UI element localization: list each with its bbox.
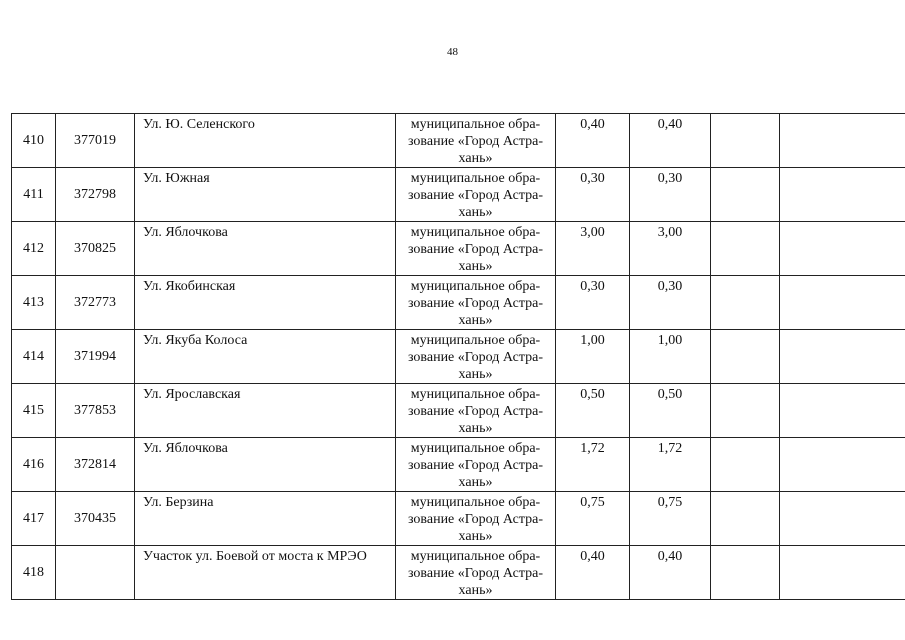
empty-cell	[780, 222, 905, 276]
row-number: 415	[12, 384, 56, 438]
page-number: 48	[447, 46, 458, 58]
owner-line: зование «Город Астра-	[407, 134, 543, 149]
length-value-2: 3,00	[630, 222, 711, 276]
empty-cell	[711, 384, 780, 438]
length-value: 0,40	[556, 114, 630, 168]
owner-line: зование «Город Астра-	[407, 404, 543, 419]
owner-line: зование «Город Астра-	[407, 566, 543, 581]
length-value: 0,50	[556, 384, 630, 438]
row-number: 418	[12, 546, 56, 600]
row-number: 416	[12, 438, 56, 492]
road-code: 372814	[56, 438, 135, 492]
owner-line: хань»	[458, 151, 493, 166]
roads-table	[11, 113, 905, 600]
owner-cell	[396, 330, 556, 384]
length-value-2: 0,40	[630, 546, 711, 600]
empty-cell	[780, 168, 905, 222]
empty-cell	[780, 276, 905, 330]
owner-line: хань»	[458, 205, 493, 220]
owner-line: зование «Город Астра-	[407, 188, 543, 203]
road-code: 377853	[56, 384, 135, 438]
length-value-2: 1,00	[630, 330, 711, 384]
empty-cell	[780, 114, 905, 168]
owner-cell	[396, 438, 556, 492]
length-value: 1,72	[556, 438, 630, 492]
owner-line: муниципальное обра-	[410, 225, 541, 240]
owner-cell	[396, 114, 556, 168]
owner-line: муниципальное обра-	[410, 279, 541, 294]
road-name: Ул. Ю. Селенского	[135, 114, 396, 168]
table-row	[12, 222, 905, 276]
owner-cell	[396, 168, 556, 222]
length-value-2: 0,40	[630, 114, 711, 168]
owner-line: хань»	[458, 313, 493, 328]
empty-cell	[711, 492, 780, 546]
row-number: 413	[12, 276, 56, 330]
table-row	[12, 276, 905, 330]
owner-line: зование «Город Астра-	[407, 242, 543, 257]
empty-cell	[780, 546, 905, 600]
length-value: 0,75	[556, 492, 630, 546]
road-code: 377019	[56, 114, 135, 168]
road-code: 370435	[56, 492, 135, 546]
row-number: 411	[12, 168, 56, 222]
road-name: Ул. Южная	[135, 168, 396, 222]
owner-line: зование «Город Астра-	[407, 296, 543, 311]
length-value-2: 0,30	[630, 168, 711, 222]
owner-line: зование «Город Астра-	[407, 458, 543, 473]
empty-cell	[711, 222, 780, 276]
road-name: Участок ул. Боевой от моста к МРЭО	[135, 546, 396, 600]
owner-cell	[396, 546, 556, 600]
road-code: 370825	[56, 222, 135, 276]
row-number: 414	[12, 330, 56, 384]
empty-cell	[711, 114, 780, 168]
table-body	[12, 114, 905, 600]
owner-line: муниципальное обра-	[410, 441, 541, 456]
road-code: 371994	[56, 330, 135, 384]
road-code	[56, 546, 135, 600]
road-name: Ул. Берзина	[135, 492, 396, 546]
owner-line: муниципальное обра-	[410, 117, 541, 132]
row-number: 410	[12, 114, 56, 168]
empty-cell	[711, 168, 780, 222]
owner-line: хань»	[458, 421, 493, 436]
road-name: Ул. Яблочкова	[135, 438, 396, 492]
owner-line: хань»	[458, 529, 493, 544]
owner-cell	[396, 222, 556, 276]
owner-cell	[396, 276, 556, 330]
length-value-2: 0,30	[630, 276, 711, 330]
road-name: Ул. Якуба Колоса	[135, 330, 396, 384]
table-row	[12, 168, 905, 222]
owner-line: хань»	[458, 583, 493, 598]
length-value: 0,30	[556, 276, 630, 330]
empty-cell	[711, 438, 780, 492]
owner-line: муниципальное обра-	[410, 495, 541, 510]
empty-cell	[780, 492, 905, 546]
empty-cell	[711, 546, 780, 600]
owner-line: хань»	[458, 475, 493, 490]
owner-cell	[396, 384, 556, 438]
owner-line: муниципальное обра-	[410, 333, 541, 348]
owner-line: муниципальное обра-	[410, 171, 541, 186]
table-row	[12, 330, 905, 384]
empty-cell	[780, 384, 905, 438]
table-row	[12, 546, 905, 600]
road-name: Ул. Ярославская	[135, 384, 396, 438]
row-number: 417	[12, 492, 56, 546]
owner-line: зование «Город Астра-	[407, 350, 543, 365]
length-value-2: 1,72	[630, 438, 711, 492]
empty-cell	[711, 276, 780, 330]
empty-cell	[780, 330, 905, 384]
road-code: 372773	[56, 276, 135, 330]
length-value-2: 0,50	[630, 384, 711, 438]
road-name: Ул. Яблочкова	[135, 222, 396, 276]
table-row	[12, 114, 905, 168]
length-value: 0,40	[556, 546, 630, 600]
empty-cell	[711, 330, 780, 384]
length-value: 0,30	[556, 168, 630, 222]
row-number: 412	[12, 222, 56, 276]
length-value: 1,00	[556, 330, 630, 384]
owner-line: зование «Город Астра-	[407, 512, 543, 527]
owner-line: хань»	[458, 259, 493, 274]
table-row	[12, 384, 905, 438]
owner-line: муниципальное обра-	[410, 387, 541, 402]
owner-cell	[396, 492, 556, 546]
length-value-2: 0,75	[630, 492, 711, 546]
road-code: 372798	[56, 168, 135, 222]
road-name: Ул. Якобинская	[135, 276, 396, 330]
table-row	[12, 438, 905, 492]
owner-line: хань»	[458, 367, 493, 382]
table-row	[12, 492, 905, 546]
owner-line: муниципальное обра-	[410, 549, 541, 564]
length-value: 3,00	[556, 222, 630, 276]
empty-cell	[780, 438, 905, 492]
